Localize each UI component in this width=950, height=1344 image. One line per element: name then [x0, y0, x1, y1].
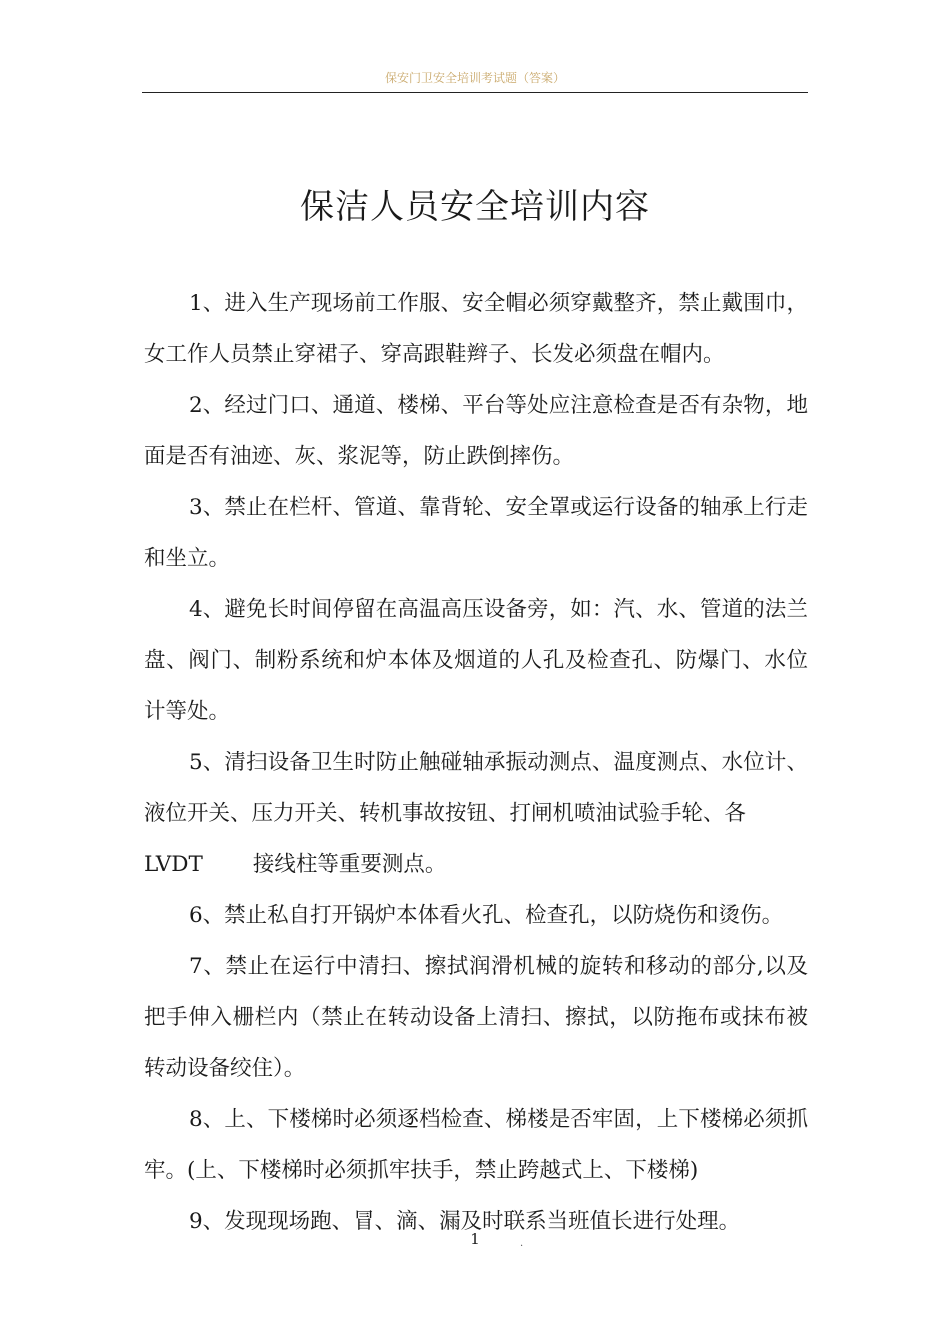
- paragraph-9: 9、发现现场跑、冒、滴、漏及时联系当班值长进行处理。: [189, 1209, 741, 1234]
- document-body: [144, 278, 808, 1247]
- lvdt-code: LVDT: [144, 852, 203, 877]
- paragraph-4: 4、避免长时间停留在高温高压设备旁，如：汽、水、管道的法兰盘、阀门、制粉系统和炉本体及烟道的人孔及检查孔、防爆门、水位计等处。: [144, 597, 808, 724]
- paragraph-3: 3、禁止在栏杆、管道、靠背轮、安全罩或运行设备的轴承上行走和坐立。: [144, 495, 808, 571]
- paragraph-6: 6、禁止私自打开锅炉本体看火孔、检查孔，以防烧伤和烫伤。: [189, 903, 784, 928]
- paragraph-7: 7、禁止在运行中清扫、擦拭润滑机械的旋转和移动的部分,以及把手伸入栅栏内（禁止在转动设备上清扫、擦拭，以防拖布或抹布被转动设备绞住）。: [144, 954, 808, 1081]
- running-header: 保安门卫安全培训考试题（答案）: [384, 71, 565, 85]
- paragraph-2: 2、经过门口、通道、楼梯、平台等处应注意检查是否有杂物，地面是否有油迹、灰、浆泥等，防止跌倒摔伤。: [144, 393, 808, 469]
- paragraph-1: 1、进入生产现场前工作服、安全帽必须穿戴整齐，禁止戴围巾，女工作人员禁止穿裙子、穿高跟鞋辫子、长发必须盘在帽内。: [144, 291, 808, 367]
- paragraph-5: [144, 737, 808, 890]
- paragraph-5-text: 5、清扫设备卫生时防止触碰轴承振动测点、温度测点、水位计、液位开关、压力开关、转机事故按钮、打闸机喷油试验手轮、各: [144, 750, 808, 826]
- page-title: 保洁人员安全培训内容: [300, 187, 650, 227]
- header-rule: [142, 92, 808, 93]
- page-number: 1: [470, 1230, 480, 1248]
- paragraph-5-tail: 接线柱等重要测点。: [252, 852, 447, 877]
- footer-mark: .: [520, 1238, 524, 1249]
- paragraph-8: 8、上、下楼梯时必须逐档检查、梯楼是否牢固，上下楼梯必须抓牢。(上、下楼梯时必须抓牢扶手，禁止跨越式上、下楼梯): [144, 1107, 808, 1183]
